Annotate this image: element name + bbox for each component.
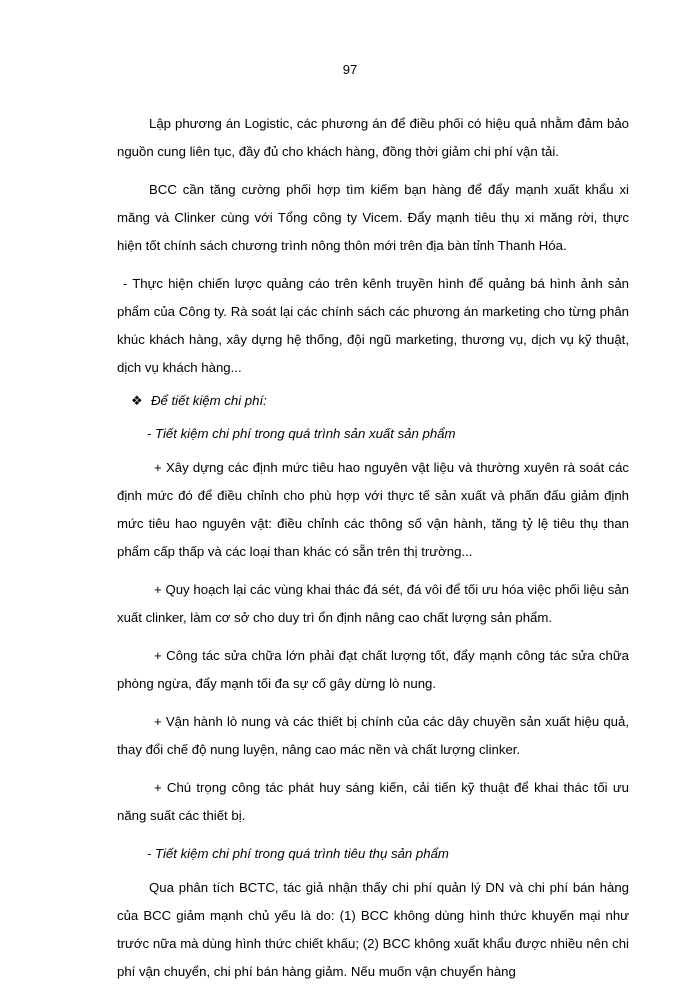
paragraph-quarry: + Quy hoạch lại các vùng khai thác đá sét, đá vôi để tối ưu hóa việc phối liệu sản xuất clinker, làm cơ sở cho duy trì ổn định nâng cao chất lượng sản phẩm. <box>117 582 629 625</box>
page-number: 97 <box>342 62 358 77</box>
section-heading-text: Để tiết kiệm chi phí: <box>151 393 267 408</box>
document-body <box>117 110 629 996</box>
paragraph-analysis: Qua phân tích BCTC, tác giả nhận thấy chi phí quản lý DN và chi phí bán hàng của BCC giảm mạnh chủ yếu là do: (1) BCC không dùng hình thức khuyến mại như trước nữa mà dùng hình thức chiết khấu; (2) BCC không xuất khẩu được nhiều nên chi phí vận chuyển, chi phí bán hàng giảm. Nếu muốn vận chuyển hàng <box>117 880 629 979</box>
paragraph-innovation: + Chú trọng công tác phát huy sáng kiến, cải tiến kỹ thuật để khai thác tối ưu năng suất các thiết bị. <box>117 780 629 823</box>
paragraph-export: BCC cần tăng cường phối hợp tìm kiếm bạn hàng để đẩy mạnh xuất khẩu xi măng và Clinker cùng với Tổng công ty Vicem. Đẩy mạnh tiêu thụ xi măng rời, thực hiện tốt chính sách chương trình nông thôn mới trên địa bàn tỉnh Thanh Hóa. <box>117 182 629 253</box>
subheading-production: - Tiết kiệm chi phí trong quá trình sản xuất sản phẩm <box>147 426 456 441</box>
paragraph-advertising: - Thực hiện chiến lược quảng cáo trên kênh truyền hình để quảng bá hình ảnh sản phẩm của Công ty. Rà soát lại các chính sách các phương án marketing cho từng phân khúc khách hàng, xây dựng hệ thống, đội ngũ marketing, thương vụ, dịch vụ kỹ thuật, dịch vụ khách hàng... <box>117 276 629 375</box>
diamond-bullet-icon: ❖ <box>131 393 143 408</box>
paragraph-repair: + Công tác sửa chữa lớn phải đạt chất lượng tốt, đẩy mạnh công tác sửa chữa phòng ngừa, đẩy mạnh tối đa sự cố gây dừng lò nung. <box>117 648 629 691</box>
paragraph-logistic: Lập phương án Logistic, các phương án để điều phối có hiệu quả nhằm đảm bảo nguồn cung liên tục, đầy đủ cho khách hàng, đồng thời giảm chi phí vận tải. <box>117 116 629 159</box>
section-heading <box>117 388 629 414</box>
paragraph-norms: + Xây dựng các định mức tiêu hao nguyên vật liệu và thường xuyên rà soát các định mức đó để điều chỉnh cho phù hợp với thực tế sản xuất và phấn đấu giảm định mức tiêu hao nguyên vật: điều chỉnh các thông số vận hành, tăng tỷ lệ tiêu thụ than phẩm cấp thấp và các loại than khác có sẵn trên thị trường... <box>117 460 629 559</box>
subheading-consumption: - Tiết kiệm chi phí trong quá trình tiêu thụ sản phẩm <box>147 846 449 861</box>
paragraph-kiln: + Vận hành lò nung và các thiết bị chính của các dây chuyền sản xuất hiệu quả, thay đổi chế độ nung luyện, nâng cao mác nền và chất lượng clinker. <box>117 714 629 757</box>
